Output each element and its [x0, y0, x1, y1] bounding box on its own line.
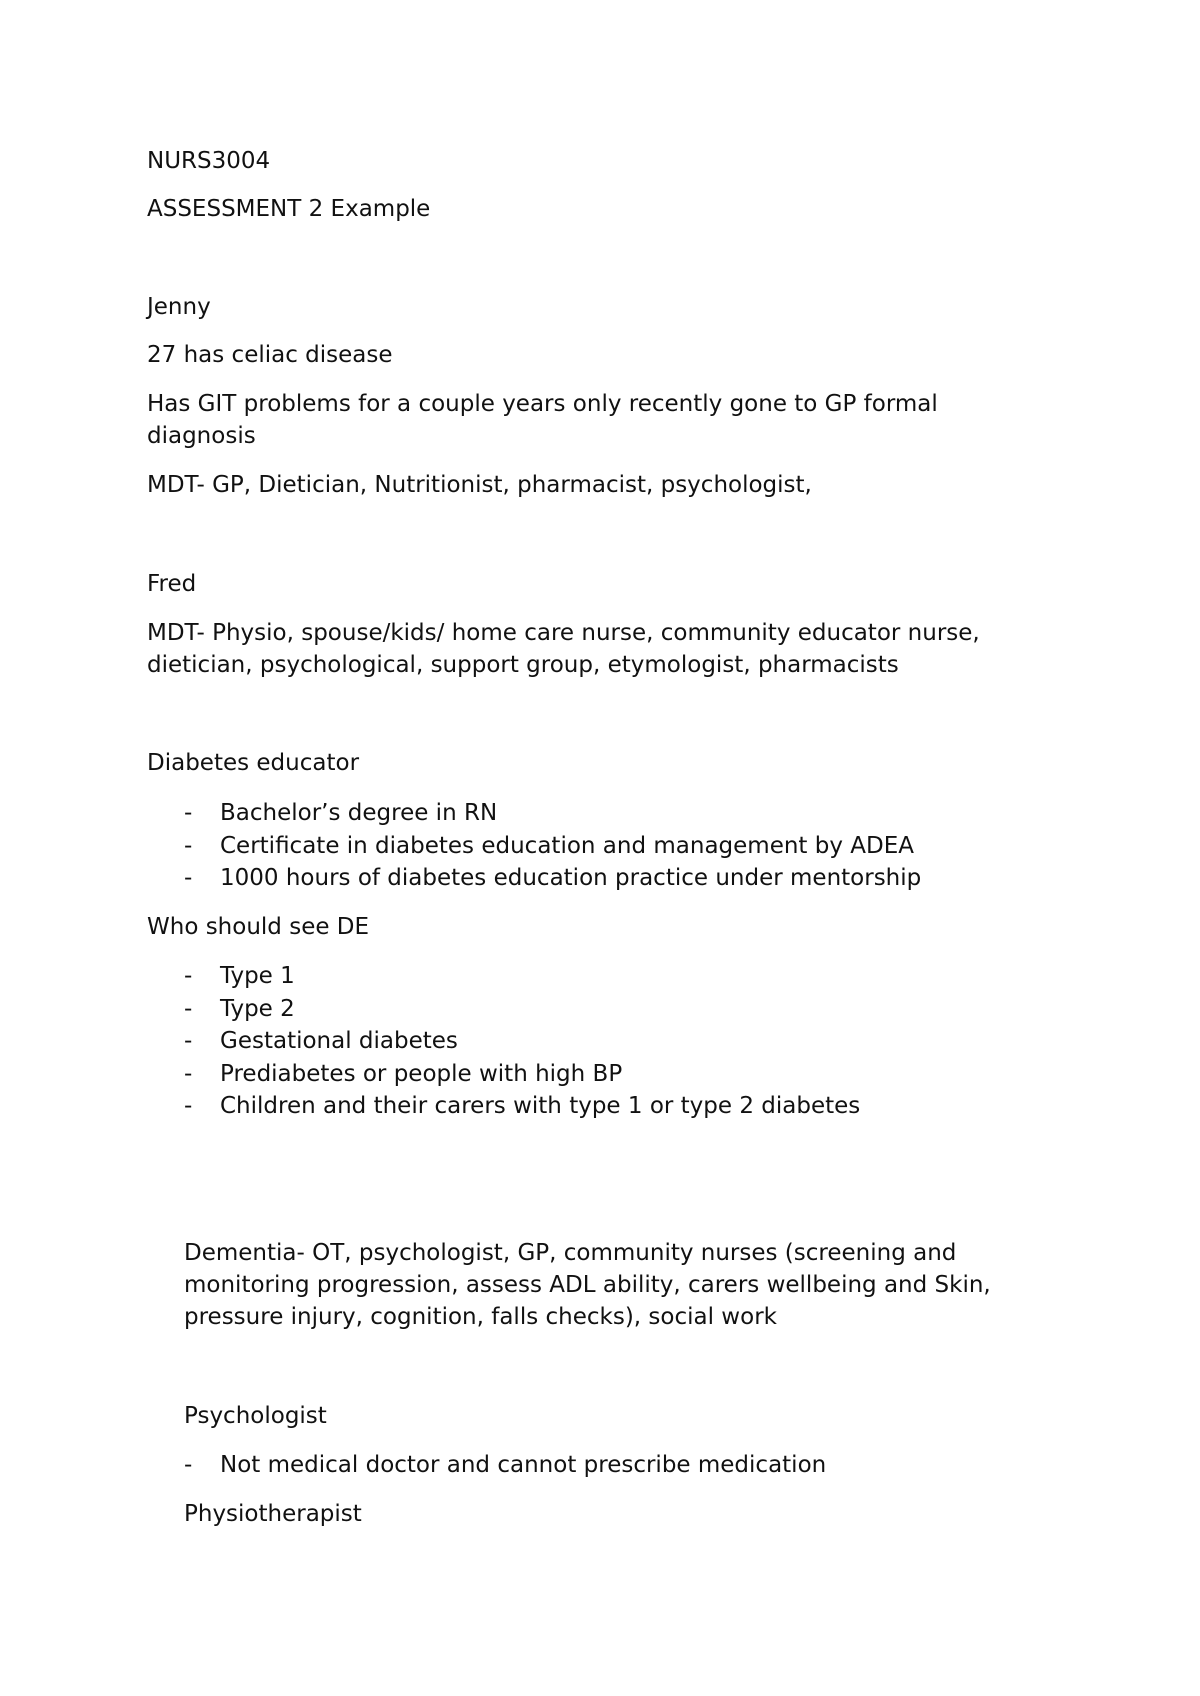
list-item: [184, 1058, 860, 1091]
list-item-text: Children and their carers with type 1 or type 2 diabetes: [220, 1093, 861, 1119]
jenny-history: Has GIT problems for a couple years only recently gone to GP formal diagnosis: [147, 391, 938, 449]
list-item: [184, 797, 921, 830]
list-item: [184, 993, 860, 1026]
list-item: [184, 1449, 826, 1482]
list-item: [184, 830, 921, 863]
list-item-text: Bachelor’s degree in RN: [220, 800, 498, 826]
list-item: [184, 1025, 860, 1058]
list-item-text: Type 2: [220, 995, 295, 1022]
list-item: [184, 960, 860, 993]
bullet-dash: -: [184, 995, 193, 1022]
who-should-see-list: [184, 960, 860, 1123]
physiotherapist-heading: Physiotherapist: [184, 1501, 362, 1527]
bullet-dash: -: [184, 1028, 193, 1054]
bullet-dash: -: [184, 800, 193, 826]
jenny-heading: Jenny: [147, 294, 211, 320]
list-item-text: Prediabetes or people with high BP: [220, 1060, 623, 1087]
list-item-text: Type 1: [220, 963, 295, 989]
jenny-age-condition: 27 has celiac disease: [147, 342, 393, 368]
diabetes-educator-list: [184, 797, 921, 895]
bullet-dash: -: [184, 963, 193, 989]
list-item: [184, 862, 921, 895]
fred-mdt: MDT- Physio, spouse/kids/ home care nurse, community educator nurse, dietician, psychological, support group, etymologist, pharmacists: [147, 620, 980, 678]
list-item-text: Certificate in diabetes education and management by ADEA: [220, 832, 914, 859]
course-code: NURS3004: [147, 148, 271, 174]
bullet-dash: -: [184, 865, 193, 891]
bullet-dash: -: [184, 1452, 193, 1478]
list-item-text: Gestational diabetes: [220, 1028, 458, 1054]
dementia-text: Dementia- OT, psychologist, GP, community nurses (screening and monitoring progression, assess ADL ability, carers wellbeing and Skin, pressure injury, cognition, falls checks), social work: [184, 1240, 991, 1330]
list-item: [184, 1090, 860, 1123]
psychologist-heading: Psychologist: [184, 1403, 327, 1429]
jenny-mdt: MDT- GP, Dietician, Nutritionist, pharmacist, psychologist,: [147, 472, 812, 498]
list-item-text: 1000 hours of diabetes education practice under mentorship: [220, 865, 922, 891]
bullet-dash: -: [184, 1093, 193, 1119]
bullet-dash: -: [184, 1060, 193, 1087]
psychologist-list: [184, 1449, 826, 1482]
bullet-dash: -: [184, 832, 193, 859]
who-should-see-heading: Who should see DE: [147, 914, 370, 940]
fred-heading: Fred: [147, 571, 197, 597]
assessment-title: ASSESSMENT 2 Example: [147, 196, 431, 222]
list-item-text: Not medical doctor and cannot prescribe medication: [220, 1452, 827, 1478]
diabetes-educator-heading: Diabetes educator: [147, 750, 360, 776]
